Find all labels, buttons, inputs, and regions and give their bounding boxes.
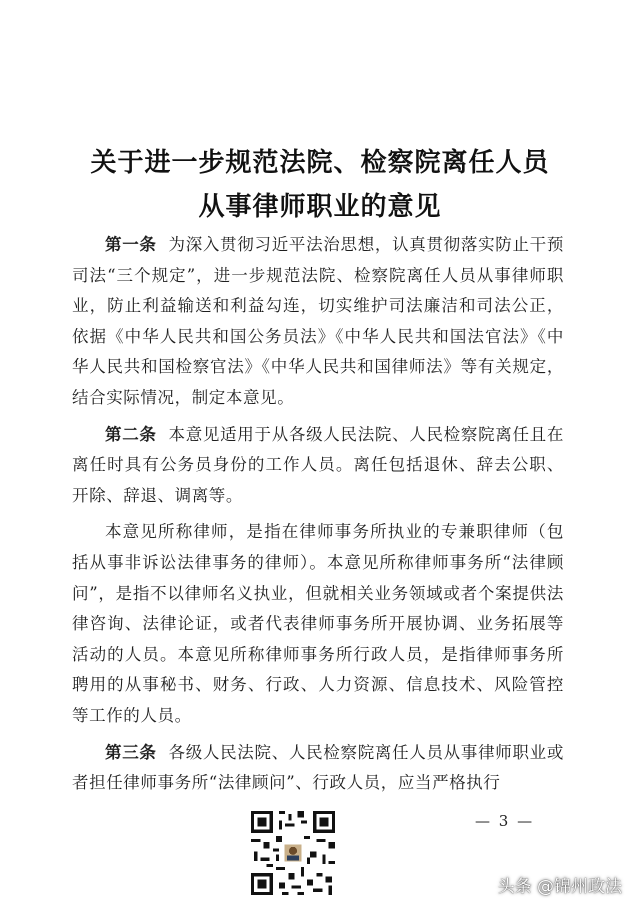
document-title-line-2: 从事律师职业的意见 <box>198 192 442 222</box>
paragraph-text: 为深入贯彻习近平法治思想，认真贯彻落实防止干预司法“三个规定”，进一步规范法院、检察院离任人员从事律师职业，防止利益输送和利益勾连，切实维护司法廉洁和司法公正，依据《中华人民共和国公务员法》《中华人民共和国法官法》《中华人民共和国检察官法》《中华人民共和国律师法》等有关规定，结合实际情况，制定本意见。 <box>72 235 564 407</box>
paragraph-text: 本意见所称律师，是指在律师事务所执业的专兼职律师（包括从事非诉讼法律事务的律师）。本意见所称律师事务所“法律顾问”，是指不以律师名义执业，但就相关业务领域或者个案提供法律咨询、法律论证，或者代表律师事务所开展协调、业务拓展等活动的人员。本意见所称律师事务所行政人员，是指律师事务所聘用的从事秘书、财务、行政、人力资源、信息技术、风险管控等工作的人员。 <box>72 522 564 725</box>
article-label: 第一条 <box>105 235 157 254</box>
paragraph-text: 本意见适用于从各级人民法院、人民检察院离任且在离任时具有公务员身份的工作人员。离任包括退休、辞去公职、开除、辞退、调离等。 <box>72 424 564 505</box>
document-body <box>72 230 564 799</box>
paragraph-article-3 <box>72 738 564 799</box>
paragraph-article-2 <box>72 420 564 512</box>
paragraph-article-2-definitions <box>72 517 564 731</box>
paragraph-article-1 <box>72 230 564 414</box>
paragraph-text: 各级人民法院、人民检察院离任人员从事律师职业或者担任律师事务所“法律顾问”、行政人员，应当严格执行 <box>72 742 564 793</box>
article-label: 第三条 <box>105 742 157 762</box>
qr-code-icon[interactable] <box>248 808 338 898</box>
article-label: 第二条 <box>105 424 157 444</box>
document-title-line-1: 关于进一步规范法院、检察院离任人员 <box>90 148 550 178</box>
source-watermark: 头条 @锦州政法 <box>497 877 622 897</box>
page-number: — 3 — <box>475 812 535 830</box>
